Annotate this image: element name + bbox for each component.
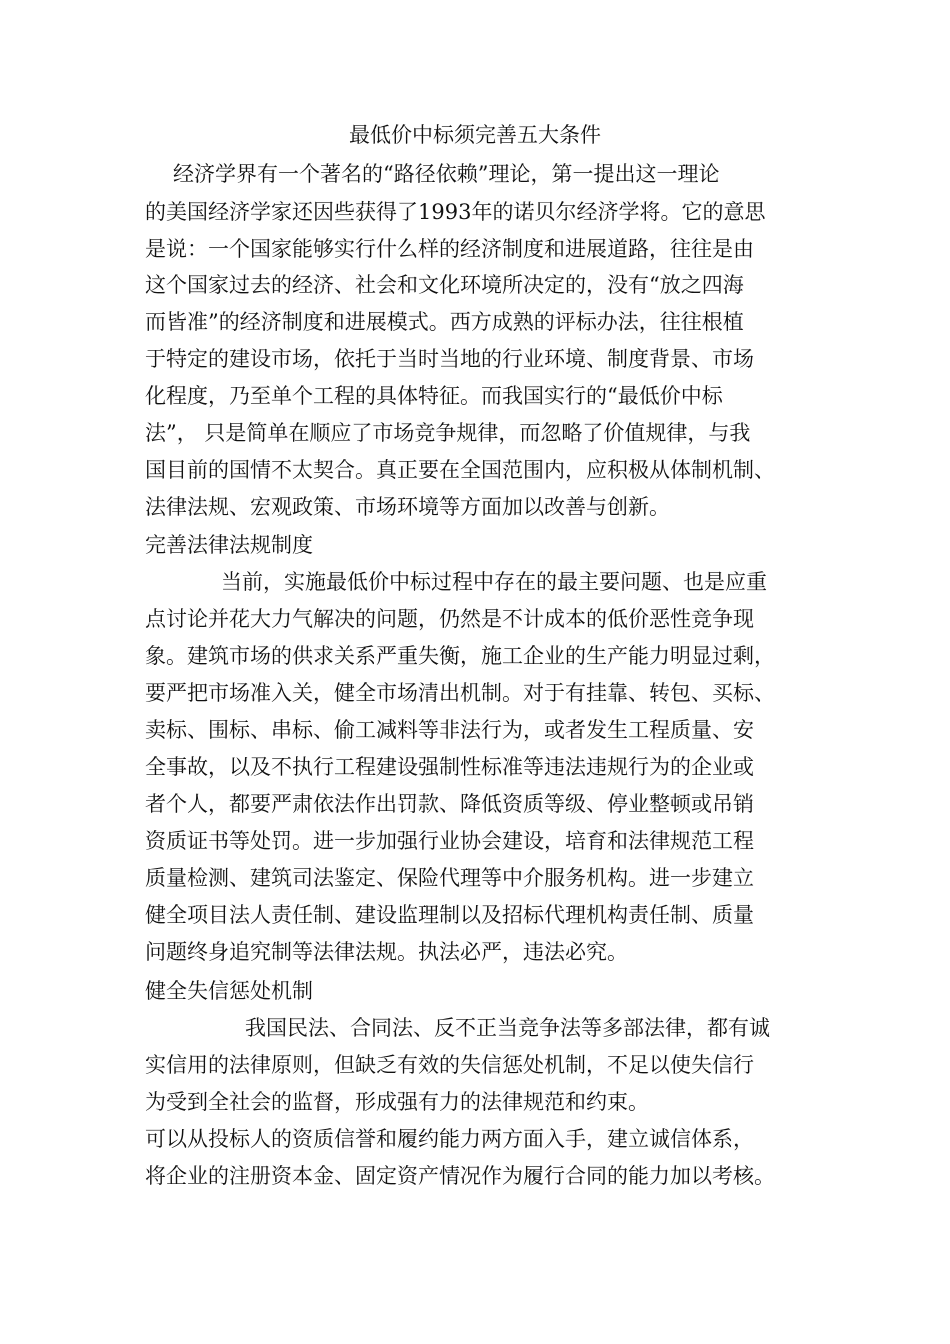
intro-line: 这个国家过去的经济、社会和文化环境所决定的，没有“放之四海	[145, 273, 744, 297]
intro-line: 是说：一个国家能够实行什么样的经济制度和进展道路，往往是由	[145, 237, 754, 261]
section2-line: 可以从投标人的资质信誉和履约能力两方面入手，建立诚信体系，	[145, 1127, 754, 1151]
section1-line: 健全项目法人责任制、建设监理制以及招标代理机构责任制、质量	[145, 903, 754, 927]
section1-line: 要严把市场准入关，健全市场清出机制。对于有挂靠、转包、买标、	[145, 681, 775, 705]
section1-line: 全事故，以及不执行工程建设强制性标准等违法违规行为的企业或	[145, 755, 754, 779]
intro-line: 法律法规、宏观政策、市场环境等方面加以改善与创新。	[145, 495, 670, 519]
intro-line: 的美国经济学家还因些获得了1993年的诺贝尔经济学将。它的意思	[145, 200, 766, 224]
section1-line: 质量检测、建筑司法鉴定、保险代理等中介服务机构。进一步建立	[145, 866, 754, 890]
intro-line: 化程度，乃至单个工程的具体特征。而我国实行的“最低价中标	[145, 384, 723, 408]
section2-line: 为受到全社会的监督，形成强有力的法律规范和约束。	[145, 1090, 649, 1114]
section1-line: 卖标、围标、串标、偷工减料等非法行为，或者发生工程质量、安	[145, 718, 754, 742]
section2-line: 我国民法、合同法、反不正当竞争法等多部法律，都有诚	[245, 1016, 770, 1040]
section1-line: 当前，实施最低价中标过程中存在的最主要问题、也是应重	[221, 570, 767, 594]
section2-line: 实信用的法律原则，但缺乏有效的失信惩处机制，不足以使失信行	[145, 1053, 754, 1077]
section1-line: 者个人，都要严肃依法作出罚款、降低资质等级、停业整顿或吊销	[145, 792, 754, 816]
intro-line: 而皆准”的经济制度和进展模式。西方成熟的评标办法，往往根植	[145, 310, 744, 334]
section1-line: 点讨论并花大力气解决的问题，仍然是不计成本的低价恶性竞争现	[145, 607, 754, 631]
intro-line: 经济学界有一个著名的“路径依赖”理论，第一提出这一理论	[173, 162, 720, 186]
section-heading-legal: 完善法律法规制度	[145, 533, 313, 557]
section1-line: 象。建筑市场的供求关系严重失衡，施工企业的生产能力明显过剩，	[145, 644, 775, 668]
intro-line: 国目前的国情不太契合。真正要在全国范围内，应积极从体制机制、	[145, 458, 775, 482]
section1-line: 资质证书等处罚。进一步加强行业协会建设，培育和法律规范工程	[145, 829, 754, 853]
section2-line: 将企业的注册资本金、固定资产情况作为履行合同的能力加以考核。	[145, 1164, 775, 1188]
section1-line: 问题终身追究制等法律法规。执法必严，违法必究。	[145, 940, 628, 964]
intro-line: 于特定的建设市场，依托于当时当地的行业环境、制度背景、市场	[145, 347, 754, 371]
intro-line: 法”， 只是简单在顺应了市场竞争规律，而忽略了价值规律，与我	[145, 421, 751, 445]
section-heading-credit: 健全失信惩处机制	[145, 979, 313, 1003]
document-title: 最低价中标须完善五大条件	[349, 123, 601, 147]
